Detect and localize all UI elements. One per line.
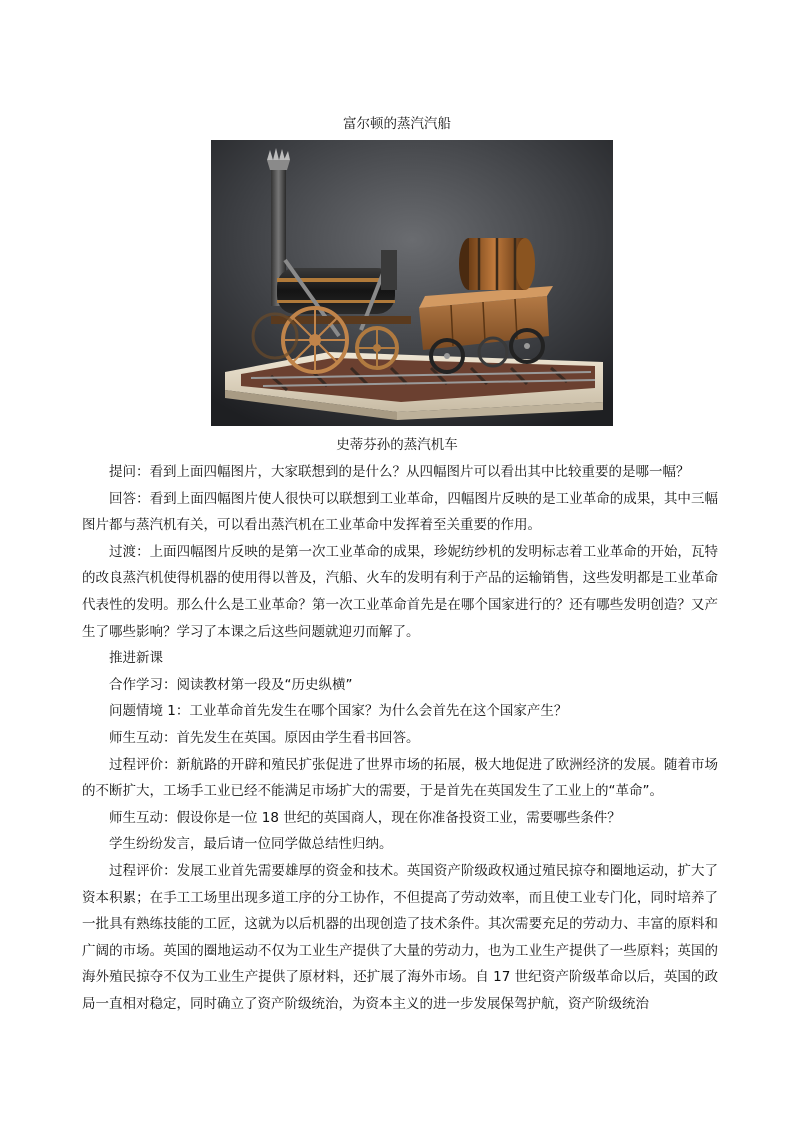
lesson-text <box>82 459 718 1017</box>
paragraph-evaluation-2: 过程评价：发展工业首先需要雄厚的资金和技术。英国资产阶级政权通过殖民掠夺和圈地运动，扩大了资本积累；在手工工场里出现多道工序的分工协作，不但提高了劳动效率，而且使工业专门化，同时培养了一批具有熟练技能的工匠，这就为以后机器的出现创造了技术条件。其次需要充足的劳动力、丰富的原料和广阔的市场。英国的圈地运动不仅为工业生产提供了大量的劳动力，也为工业生产提供了一些原料；英国的海外殖民掠夺不仅为工业生产提供了原材料，还扩展了海外市场。自 17 世纪资产阶级革命以后，英国的政局一直相对稳定，同时确立了资产阶级统治，为资本主义的进一步发展保驾护航，资产阶级统治 <box>82 862 718 1012</box>
paragraph-cooperative-learning: 合作学习：阅读教材第一段及“历史纵横” <box>109 676 353 693</box>
locomotive-photo <box>211 140 613 426</box>
paragraph-transition: 过渡：上面四幅图片反映的是第一次工业革命的成果，珍妮纺纱机的发明标志着工业革命的开始，瓦特的改良蒸汽机使得机器的使用得以普及，汽船、火车的发明有利于产品的运输销售，这些发明都是工业革命代表性的发明。那么什么是工业革命？第一次工业革命首先是在哪个国家进行的？还有哪些发明创造？又产生了哪些影响？学习了本课之后这些问题就迎刃而解了。 <box>82 543 718 640</box>
paragraph-question: 提问：看到上面四幅图片，大家联想到的是什么？从四幅图片可以看出其中比较重要的是哪一幅？ <box>109 464 690 480</box>
paragraph-interaction-2: 师生互动：假设你是一位 18 世纪的英国商人，现在你准备投资工业，需要哪些条件？ <box>109 809 621 826</box>
paragraph-section-heading: 推进新课 <box>109 650 163 667</box>
locomotive-illustration <box>211 140 613 426</box>
paragraph-student-discussion: 学生纷纷发言，最后请一位同学做总结性归纳。 <box>109 836 393 853</box>
caption-steamboat: 富尔顿的蒸汽汽船 <box>343 116 451 132</box>
paragraph-evaluation-1: 过程评价：新航路的开辟和殖民扩张促进了世界市场的拓展，极大地促进了欧洲经济的发展。随着市场的不断扩大，工场手工业已经不能满足市场扩大的需要，于是首先在英国发生了工业上的“革命”。 <box>82 756 718 800</box>
paragraph-problem-scenario: 问题情境 1：工业革命首先发生在哪个国家？为什么会首先在这个国家产生？ <box>109 703 568 720</box>
paragraph-interaction-1: 师生互动：首先发生在英国。原因由学生看书回答。 <box>109 729 420 746</box>
paragraph-answer: 回答：看到上面四幅图片使人很快可以联想到工业革命，四幅图片反映的是工业革命的成果，其中三幅图片都与蒸汽机有关，可以看出蒸汽机在工业革命中发挥着至关重要的作用。 <box>82 490 718 534</box>
caption-locomotive: 史蒂芬孙的蒸汽机车 <box>336 437 458 453</box>
